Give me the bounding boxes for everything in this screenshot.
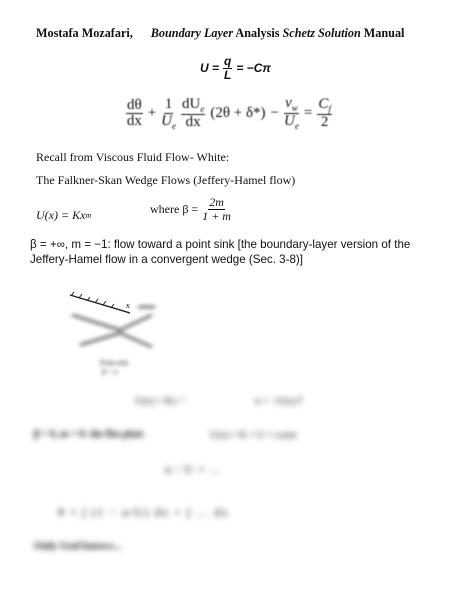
blurred-theta-integral: θ = ∫ (1 − u/U) dx + ∫ ... dx [58, 505, 230, 519]
blurred-equation-a: U(x) = Kx⁻¹ [135, 396, 186, 407]
velocity-equation: U = $\frac{q}{L}$ = −Cπ [200, 54, 271, 82]
wall-upper [70, 292, 130, 313]
wedge-flow-figure [60, 285, 180, 385]
blurred-footer-text: Only God knows... [34, 540, 122, 552]
recall-line: Recall from Viscous Fluid Flow- White: [36, 150, 230, 164]
blurred-flat-plate-equation: U(x) = K = U = const [210, 430, 297, 441]
figure-caption-1: Point sink [100, 359, 129, 367]
wedge-streamlines [72, 307, 155, 347]
blurred-flat-plate-label: β = 0, m = 0: the flat plate [34, 429, 144, 440]
x-axis-label: x [126, 301, 130, 310]
beta-definition: where β = $\frac{2m}{1 + m}$ [150, 195, 231, 223]
freestream-equation: U(x) = Kx m [36, 208, 92, 222]
page-header [36, 26, 404, 41]
blurred-equation-b: u = −U(x) f' [255, 396, 303, 407]
title-italic-1: Boundary Layer [150, 26, 234, 40]
point-sink-description: β = +∞, m = −1: flow toward a point sink [the boundary-layer version of the Jeffery-Hamel flow in a convergent wedge (Sec. 3-8)] [30, 238, 411, 266]
title-italic-2: Schetz Solution [282, 26, 361, 40]
blurred-velocity-ratio: u / U = ... [165, 462, 222, 476]
figure-caption-2: β = ∞ [102, 368, 118, 376]
author-name: Mostafa Mozafari, [36, 26, 133, 40]
title-end: Manual [360, 26, 405, 40]
falkner-skan-title: The Falkner-Skan Wedge Flows (Jeffery-Hamel flow) [36, 173, 296, 187]
momentum-integral-equation: $\frac{d\theta}{dx}$ + $\frac{1}{U_e}$ $\frac{dU_e}{dx}$ (2θ + δ*) − $\frac{v_w}{U_e}$ = $\frac{C_f}{2}$ [126, 95, 331, 132]
title-mid: Analysis [233, 26, 283, 40]
